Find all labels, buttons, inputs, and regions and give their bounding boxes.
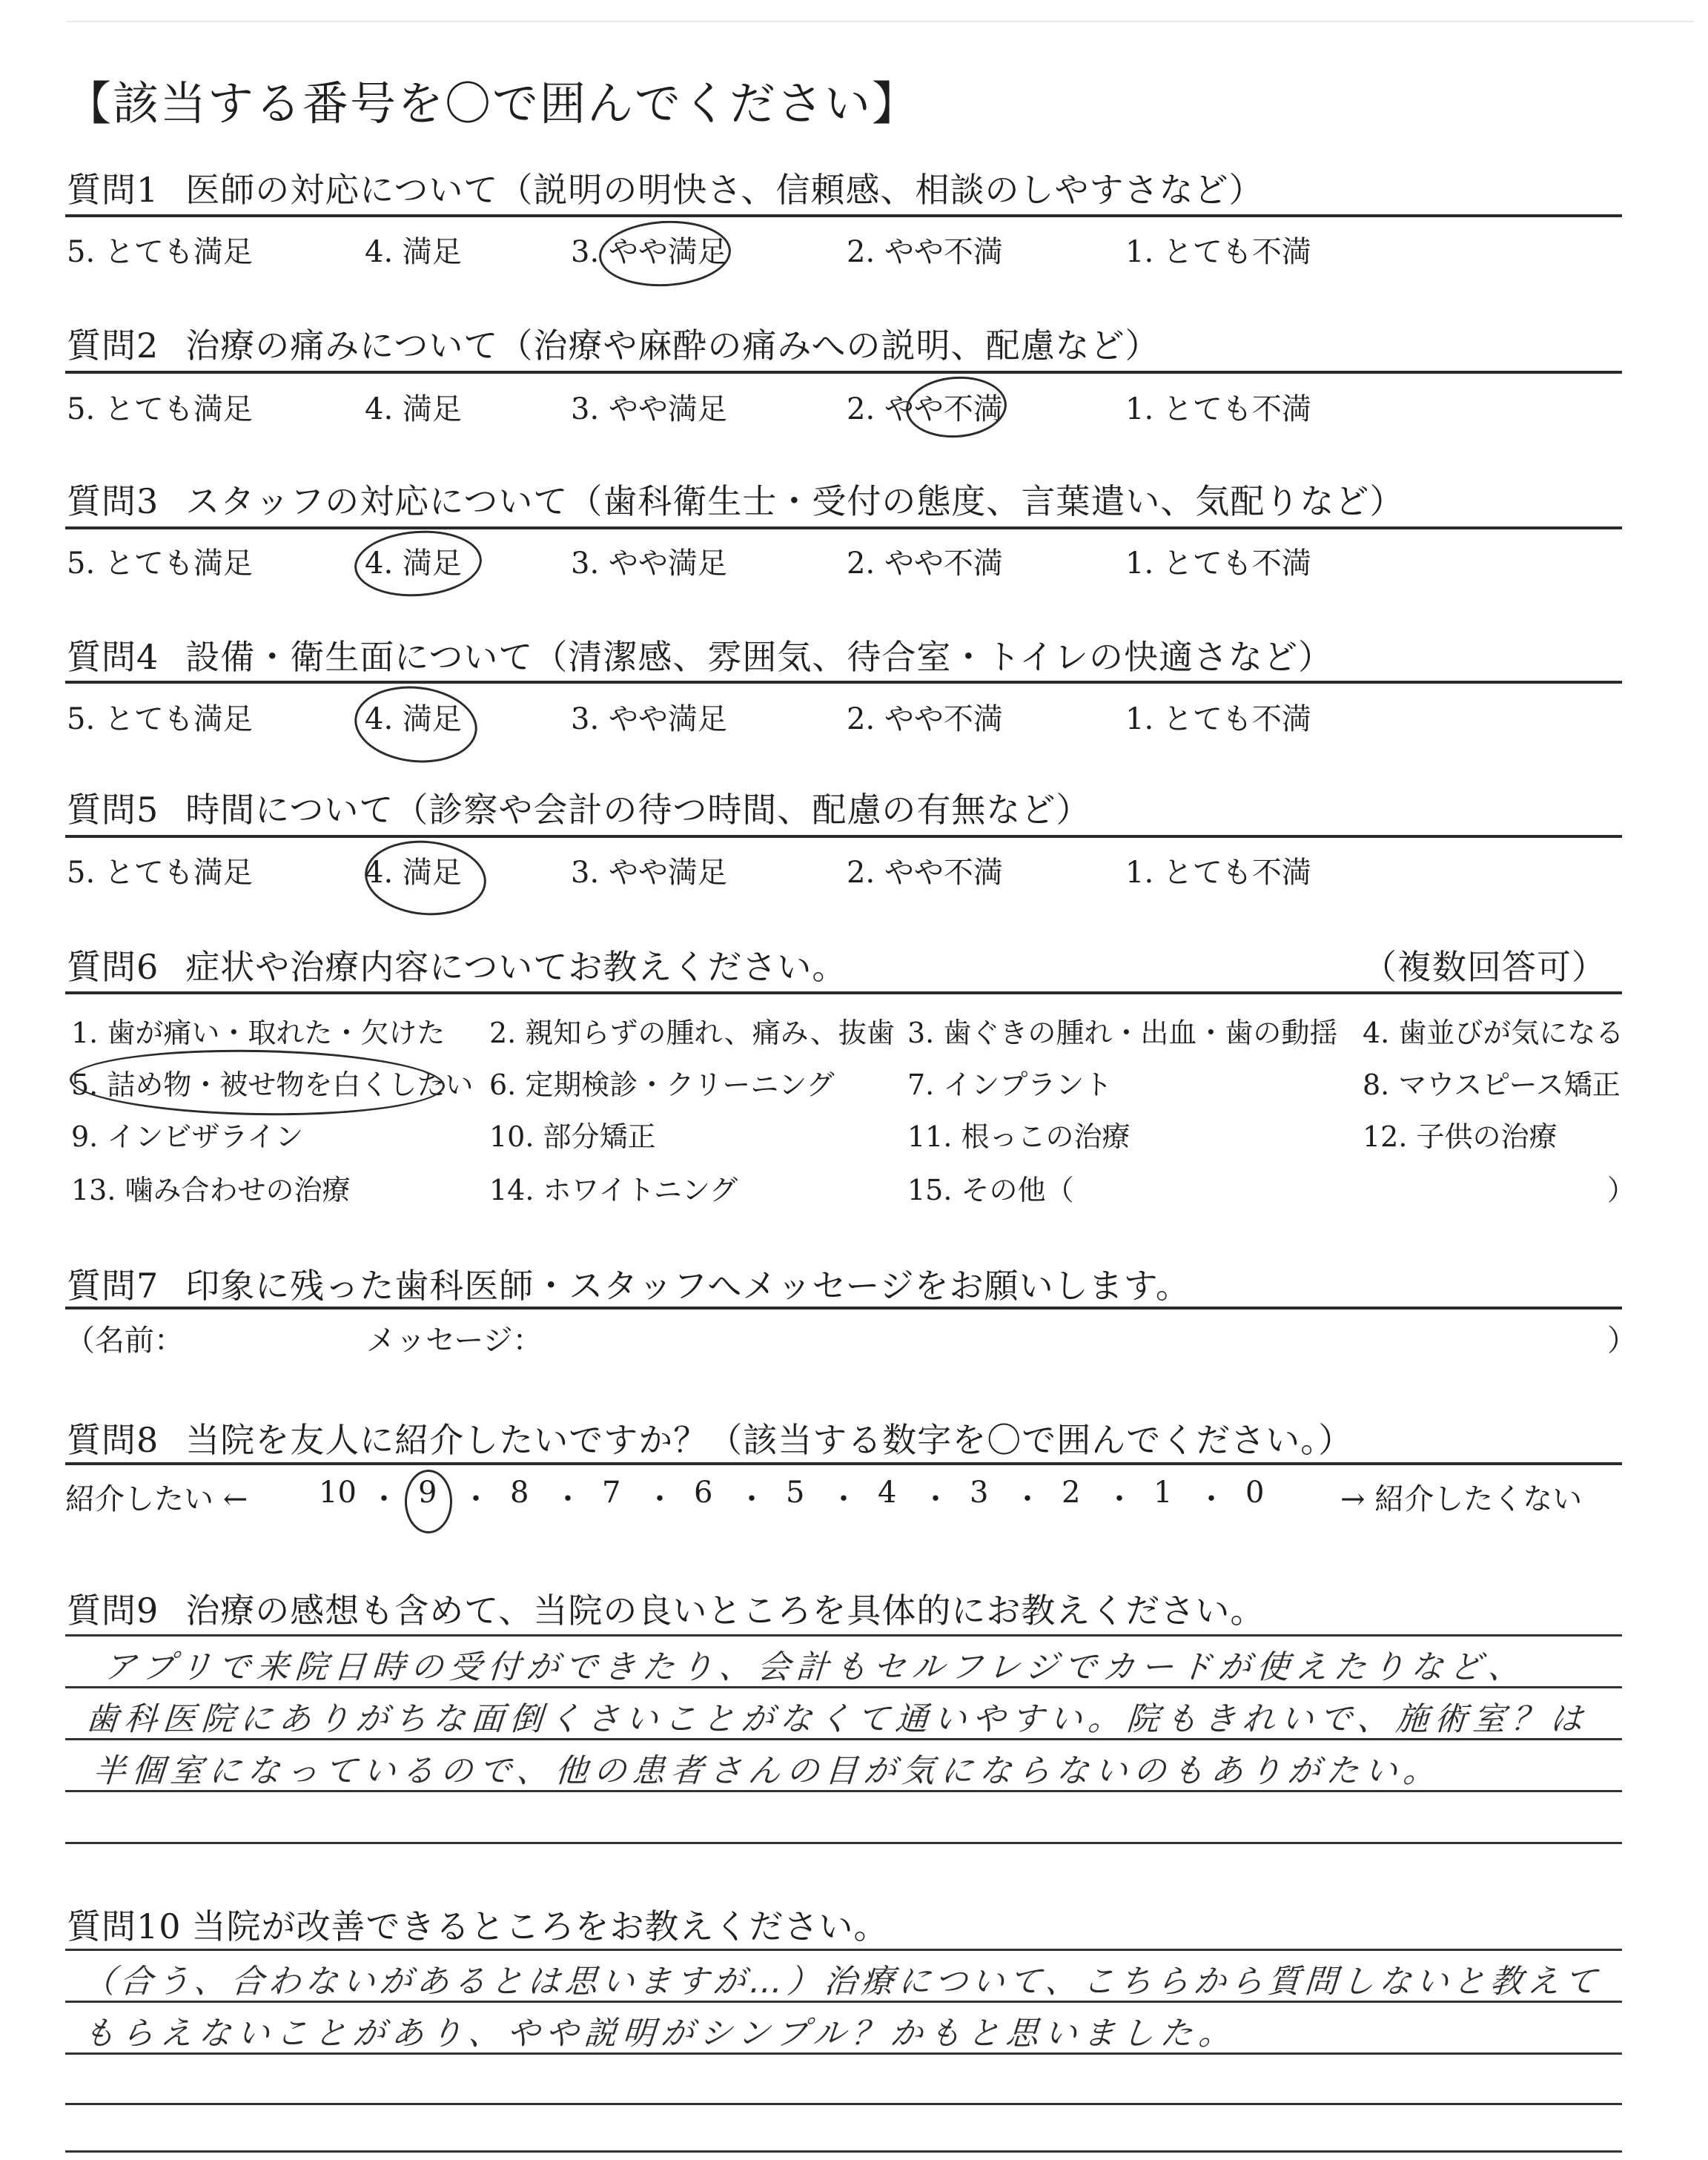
divider: [65, 214, 1622, 217]
question-number: 質問5: [67, 790, 159, 830]
question-text: 医師の対応について（説明の明快さ、信頼感、相談のしやすさなど）: [185, 170, 1264, 210]
divider: [65, 1462, 1622, 1465]
scale-value-10[interactable]: 10: [319, 1476, 357, 1510]
answer-line: [65, 1634, 1622, 1636]
question-text: 当院が改善できるところをお教えください。: [191, 1906, 889, 1946]
q6-option-5[interactable]: 5. 詰め物・被せ物を白くしたい: [71, 1069, 474, 1101]
scale-separator: ・: [461, 1482, 491, 1516]
q6-option-9[interactable]: 9. インビザライン: [71, 1120, 304, 1153]
question-4-heading: [67, 630, 1333, 679]
question-5-heading: [67, 783, 1090, 832]
q2-option-1[interactable]: 1. とても不満: [1125, 392, 1311, 426]
q2-option-3[interactable]: 3. やや満足: [571, 392, 727, 426]
q9-answer-line-1: アプリで来院日時の受付ができたり、会計もセルフレジでカードが使えたりなど、: [102, 1648, 1528, 1686]
q6-option-8[interactable]: 8. マウスピース矯正: [1363, 1069, 1621, 1101]
question-number: 質問4: [67, 637, 159, 677]
scale-value-3[interactable]: 3: [970, 1476, 989, 1510]
question-text: 印象に残った歯科医師・スタッフへメッセージをお願いします。: [185, 1266, 1191, 1306]
q1-option-2[interactable]: 2. やや不満: [847, 235, 1003, 269]
answer-line: [65, 1949, 1622, 1951]
q6-option-10[interactable]: 10. 部分矯正: [489, 1120, 656, 1153]
scale-separator: ・: [737, 1482, 767, 1516]
q6-option-3[interactable]: 3. 歯ぐきの腫れ・出血・歯の動揺: [907, 1017, 1338, 1049]
scale-separator: ・: [369, 1482, 399, 1516]
scale-value-8[interactable]: 8: [510, 1476, 529, 1510]
q3-option-5[interactable]: 5. とても満足: [67, 546, 253, 581]
hand-drawn-selection-circle: [904, 373, 1008, 440]
question-number: 質問8: [67, 1420, 159, 1460]
message-close-paren: ）: [1607, 1324, 1637, 1358]
scale-value-2[interactable]: 2: [1062, 1476, 1081, 1510]
scale-separator: ・: [553, 1482, 583, 1516]
divider: [65, 991, 1622, 994]
scale-separator: ・: [829, 1482, 858, 1516]
q3-option-2[interactable]: 2. やや不満: [847, 546, 1003, 581]
scale-value-9[interactable]: 9: [418, 1476, 437, 1510]
question-6-heading: [67, 940, 847, 989]
hand-drawn-selection-circle: [405, 1470, 452, 1533]
question-number: 質問3: [67, 481, 159, 521]
question-2-heading: [67, 319, 1159, 368]
q4-option-4[interactable]: 4. 満足: [365, 702, 462, 736]
question-8-heading: [67, 1413, 1353, 1462]
q1-option-1[interactable]: 1. とても不満: [1125, 235, 1311, 269]
message-label: メッセージ：: [366, 1324, 543, 1358]
hand-drawn-selection-circle: [351, 681, 481, 769]
answer-line: [65, 1842, 1622, 1844]
hand-drawn-selection-circle: [69, 1047, 445, 1119]
not-recommend-label: → 紹介したくない: [1340, 1482, 1583, 1516]
q6-option-13[interactable]: 13. 噛み合わせの治療: [71, 1174, 351, 1206]
question-text: 設備・衛生面について（清潔感、雰囲気、待合室・トイレの快適さなど）: [185, 637, 1334, 677]
scale-value-0[interactable]: 0: [1245, 1476, 1265, 1510]
q6-option-4[interactable]: 4. 歯並びが気になる: [1363, 1017, 1624, 1049]
divider: [65, 1307, 1622, 1309]
recommend-label: 紹介したい ←: [65, 1482, 248, 1516]
scale-value-5[interactable]: 5: [786, 1476, 805, 1510]
question-text: 治療の痛みについて（治療や麻酔の痛みへの説明、配慮など）: [185, 326, 1160, 366]
divider: [65, 835, 1622, 838]
q6-option-12[interactable]: 12. 子供の治療: [1363, 1120, 1558, 1153]
scale-separator: ・: [1105, 1482, 1134, 1516]
q1-option-3[interactable]: 3. やや満足: [571, 235, 727, 269]
name-label: （名前：: [65, 1324, 184, 1358]
q6-option-14[interactable]: 14. ホワイトニング: [489, 1174, 738, 1206]
question-text: 当院を友人に紹介したいですか？（該当する数字を〇で囲んでください。）: [185, 1420, 1354, 1460]
question-number: 質問9: [67, 1591, 159, 1631]
q5-option-3[interactable]: 3. やや満足: [571, 856, 727, 890]
question-3-heading: [67, 475, 1404, 524]
q5-option-2[interactable]: 2. やや不満: [847, 856, 1003, 890]
q10-answer-line-1: （合う、合わないがあるとは思いますが…）治療について、こちらから質問しないと教えて: [81, 1963, 1603, 2001]
divider: [65, 681, 1622, 684]
q2-option-4[interactable]: 4. 満足: [365, 392, 462, 426]
question-1-heading: [67, 163, 1264, 212]
q4-option-1[interactable]: 1. とても不満: [1125, 702, 1311, 736]
question-number: 質問1: [67, 170, 159, 210]
scale-value-7[interactable]: 7: [602, 1476, 621, 1510]
q3-option-3[interactable]: 3. やや満足: [571, 546, 727, 581]
q6-option-6[interactable]: 6. 定期検診・クリーニング: [489, 1069, 835, 1101]
question-text: 時間について（診察や会計の待つ時間、配慮の有無など）: [185, 790, 1091, 830]
q4-option-3[interactable]: 3. やや満足: [571, 702, 727, 736]
top-edge-rule: [67, 21, 1694, 22]
scale-value-6[interactable]: 6: [694, 1476, 713, 1510]
q6-option-7[interactable]: 7. インプラント: [907, 1069, 1113, 1101]
q4-option-5[interactable]: 5. とても満足: [67, 702, 253, 736]
scale-separator: ・: [921, 1482, 950, 1516]
question-10-heading: [67, 1900, 889, 1949]
q1-option-5[interactable]: 5. とても満足: [67, 235, 253, 269]
q3-option-4[interactable]: 4. 満足: [365, 546, 462, 581]
scale-separator: ・: [645, 1482, 675, 1516]
question-number: 質問2: [67, 326, 159, 366]
answer-line: [65, 2150, 1622, 2153]
q2-option-5[interactable]: 5. とても満足: [67, 392, 253, 426]
scale-separator: ・: [1196, 1482, 1226, 1516]
question-text: 症状や治療内容についてお教えください。: [185, 947, 847, 987]
question-7-heading: [67, 1259, 1191, 1308]
scale-separator: ・: [1013, 1482, 1042, 1516]
q6-option-2[interactable]: 2. 親知らずの腫れ、痛み、抜歯: [489, 1017, 895, 1049]
q3-option-1[interactable]: 1. とても不満: [1125, 546, 1311, 581]
divider: [65, 526, 1622, 529]
question-number: 質問7: [67, 1266, 159, 1306]
question-number: 質問10: [67, 1906, 182, 1946]
q10-answer-line-2: もらえないことがあり、やや説明がシンプル？かもと思いました。: [81, 2015, 1239, 2052]
q1-option-4[interactable]: 4. 満足: [365, 235, 462, 269]
question-text: スタッフの対応について（歯科衛生士・受付の態度、言葉遣い、気配りなど）: [185, 481, 1405, 521]
answer-line: [65, 2103, 1622, 2105]
q5-option-5[interactable]: 5. とても満足: [67, 856, 253, 890]
q9-answer-line-3: 半個室になっているので、他の患者さんの目が気にならないのもありがたい。: [91, 1752, 1443, 1790]
multiple-answers-note: （複数回答可）: [1363, 947, 1606, 987]
scale-value-1[interactable]: 1: [1153, 1476, 1173, 1510]
hand-drawn-selection-circle: [352, 526, 484, 601]
q6-option-1[interactable]: 1. 歯が痛い・取れた・欠けた: [71, 1017, 446, 1049]
question-9-heading: [67, 1584, 1265, 1633]
q5-option-4[interactable]: 4. 満足: [365, 856, 462, 890]
question-text: 治療の感想も含めて、当院の良いところを具体的にお教えください。: [185, 1591, 1265, 1631]
q9-answer-line-2: 歯科医院にありがちな面倒くさいことがなくて通いやすい。院もきれいで、施術室？は: [84, 1700, 1590, 1738]
q6-option-15[interactable]: 15. その他（: [907, 1174, 1074, 1206]
q2-option-2[interactable]: 2. やや不満: [847, 392, 1003, 426]
other-close-paren: ）: [1607, 1174, 1636, 1206]
q6-option-11[interactable]: 11. 根っこの治療: [907, 1120, 1131, 1153]
form-title: 【該当する番号を〇で囲んでください】: [65, 76, 920, 131]
scale-value-4[interactable]: 4: [878, 1476, 897, 1510]
q4-option-2[interactable]: 2. やや不満: [847, 702, 1003, 736]
q5-option-1[interactable]: 1. とても不満: [1125, 856, 1311, 890]
question-number: 質問6: [67, 947, 159, 987]
divider: [65, 371, 1622, 374]
